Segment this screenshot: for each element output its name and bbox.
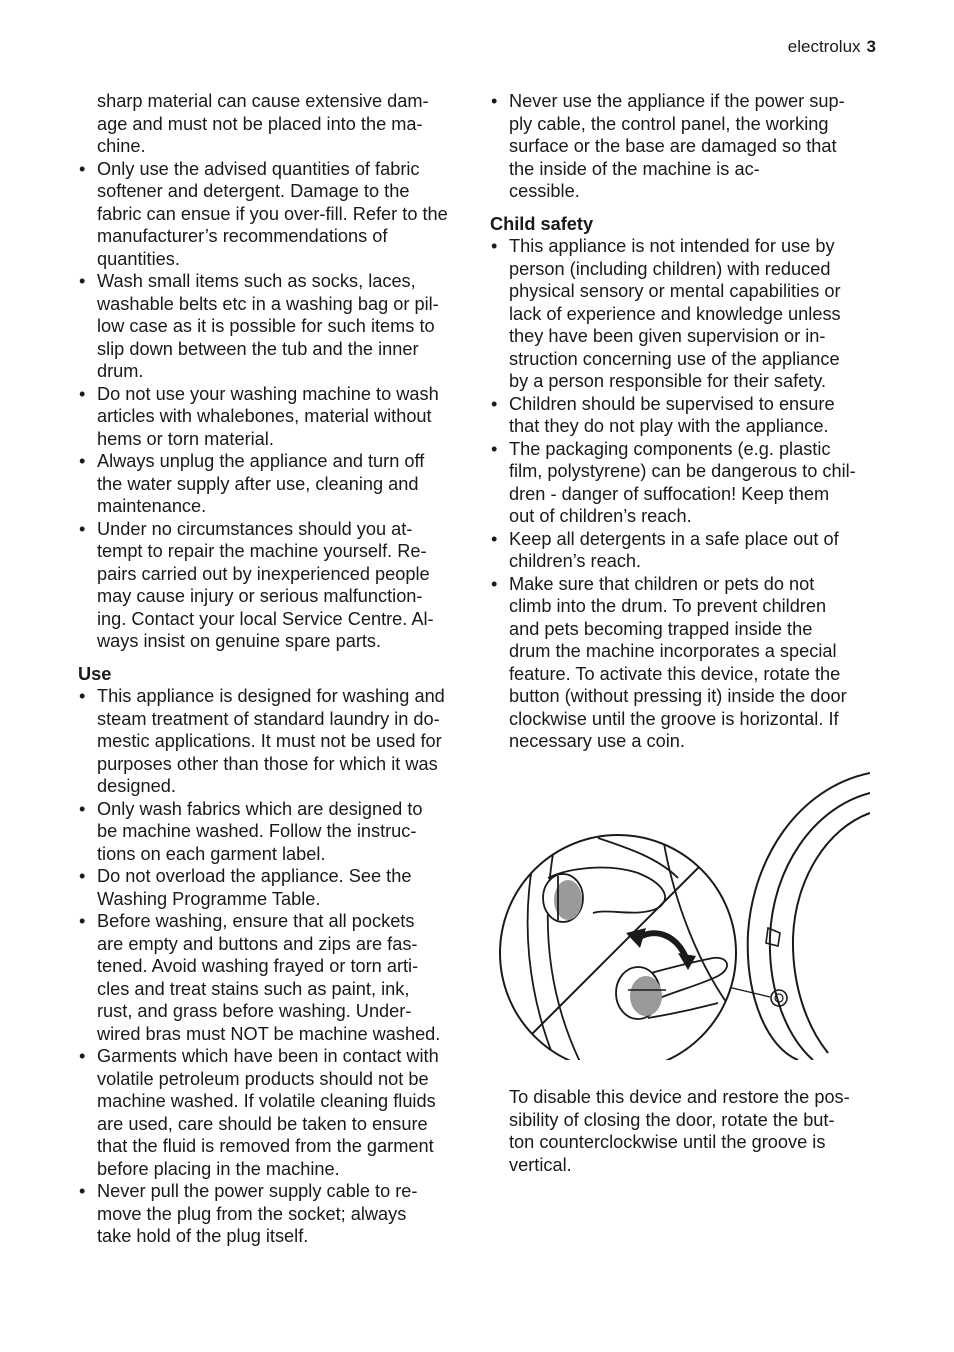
list-item: • This appliance is not intended for use by person (including children) with reduced physical sensory or mental capabilities or lack of experience and knowledge unless they have been given supervision or in- struction concerning use of the appliance by a person responsible for their safety. [490, 235, 880, 393]
list-item: • Keep all detergents in a safe place out of children’s reach. [490, 528, 880, 573]
list-item: • Under no circumstances should you at- tempt to repair the machine yourself. Re- pairs carried out by inexperienced people may cause injury or serious malfunction- ing. Contact your local Service Centre. Al- ways insist on genuine spare parts. [78, 518, 468, 653]
list-item: • Garments which have been in contact with volatile petroleum products should not be machine washed. If volatile cleaning fluids are used, care should be taken to ensure that the fluid is removed from the garment before placing in the machine. [78, 1045, 468, 1180]
list-item: • Before washing, ensure that all pockets are empty and buttons and zips are fas- tened. Avoid washing frayed or torn arti- cles and treat stains such as paint, ink, rust, and grass before washing. Under- wired bras must NOT be machine washed. [78, 910, 468, 1045]
after-figure-text: To disable this device and restore the pos- sibility of closing the door, rotate the but- ton counterclockwise until the groove is vertical. [509, 1087, 850, 1175]
list-item: • Make sure that children or pets do not climb into the drum. To prevent children and pets becoming trapped inside the drum the machine incorporates a special feature. To activate this device, rotate the button (without pressing it) inside the door clockwise until the groove is horizontal. If necessary use a coin. [490, 573, 880, 753]
list-item: • This appliance is designed for washing and steam treatment of standard laundry in do- mestic applications. It must not be used for purposes other than those for which it was designed. [78, 685, 468, 798]
child-safety-list [490, 235, 880, 753]
list-item: • The packaging components (e.g. plastic film, polystyrene) can be dangerous to chil- dren - danger of suffocation! Keep them out of children’s reach. [490, 438, 880, 528]
list-item: • Only wash fabrics which are designed to be machine washed. Follow the instruc- tions on each garment label. [78, 798, 468, 866]
list-item: • Do not use your washing machine to wash articles with whalebones, material without hems or torn material. [78, 383, 468, 451]
safety-list-right-top [490, 90, 880, 203]
list-item: • Never pull the power supply cable to re- move the plug from the socket; always take hold of the plug itself. [78, 1180, 468, 1248]
door-lock-drawing [498, 768, 870, 1060]
list-item: • Only use the advised quantities of fabric softener and detergent. Damage to the fabric can ensue if you over-fill. Refer to the manufacturer’s recommendations of quantities. [78, 158, 468, 271]
page-header [788, 36, 876, 58]
brand-name: electrolux [787, 37, 861, 56]
use-list [78, 685, 468, 1248]
safety-list-top [78, 158, 468, 653]
page-number: 3 [866, 37, 876, 56]
right-column [490, 90, 880, 753]
child-lock-illustration [498, 768, 870, 1060]
child-safety-heading: Child safety [490, 213, 594, 234]
list-item: • Wash small items such as socks, laces, washable belts etc in a washing bag or pil- low case as it is possible for such items to slip down between the tub and the inner drum. [78, 270, 468, 383]
list-item: • Do not overload the appliance. See the Washing Programme Table. [78, 865, 468, 910]
continuation-text: sharp material can cause extensive dam- age and must not be placed into the ma- chine. [97, 91, 429, 156]
use-heading: Use [78, 663, 112, 684]
list-item: • Children should be supervised to ensure that they do not play with the appliance. [490, 393, 880, 438]
list-item: • Never use the appliance if the power sup- ply cable, the control panel, the working surface or the base are damaged so that the inside of the machine is ac- cessible. [490, 90, 880, 203]
left-column [78, 90, 468, 1248]
list-item: • Always unplug the appliance and turn off the water supply after use, cleaning and maintenance. [78, 450, 468, 518]
